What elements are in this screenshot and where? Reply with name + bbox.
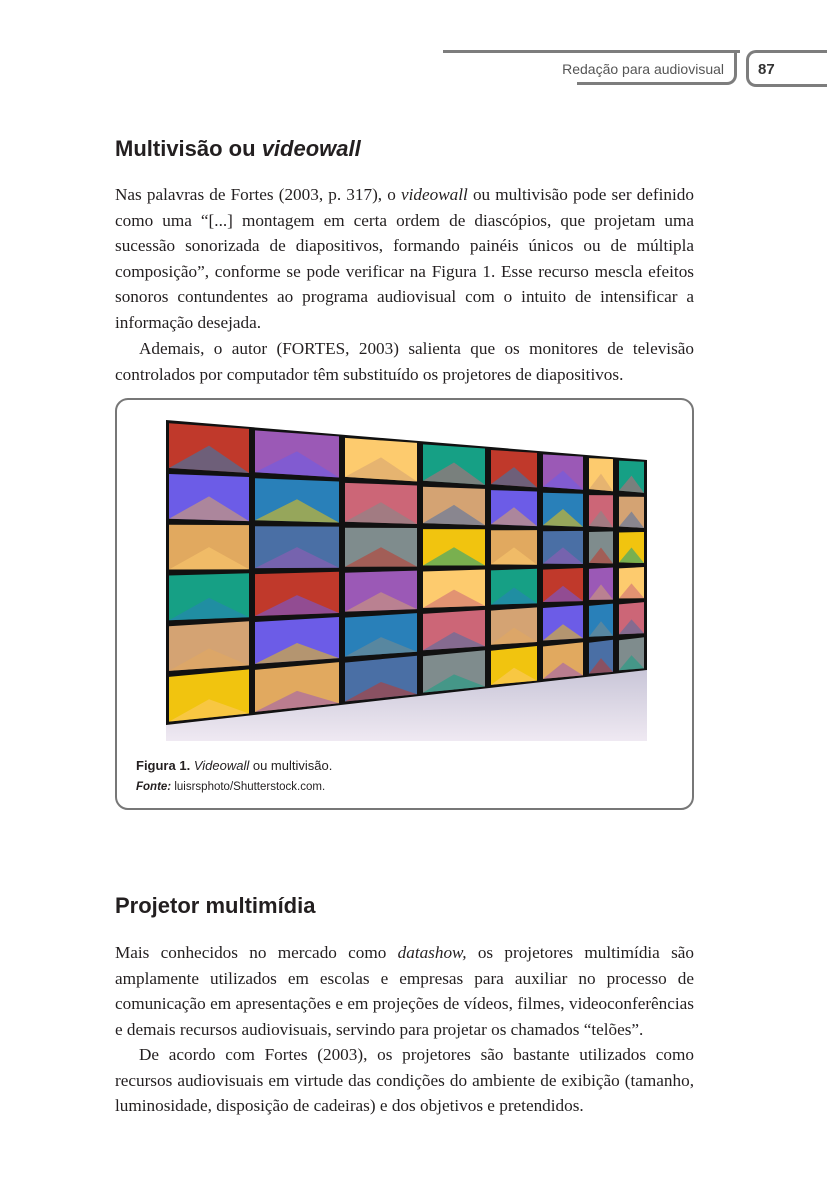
paragraph-text: Nas palavras de Fortes (2003, p. 317), o	[115, 185, 401, 204]
heading-text: Multivisão ou	[115, 136, 262, 161]
caption-italic: Videowall	[193, 758, 250, 773]
running-title-frame	[562, 53, 737, 85]
italic-term: datashow,	[397, 943, 467, 962]
paragraph-text: Mais conhecidos no mercado como	[115, 943, 398, 962]
paragraph-text: os projetores multimídia são amplamente utilizados em escolas e empresas para auxiliar no processo de comunicação em apresentações e em projeções de vídeos, filmes, videoconferências e demais recursos audiovisuais, servindo para projetar os chamados “telões”.	[115, 943, 694, 1039]
section-heading-projector: Projetor multimídia	[115, 893, 316, 918]
italic-term: videowall	[400, 185, 468, 204]
figure-caption	[136, 758, 332, 773]
videowall-illustration	[166, 420, 647, 741]
figure-box	[115, 398, 694, 810]
source-text: luisrsphoto/Shutterstock.com.	[171, 781, 326, 793]
paragraph-text: ou multivisão pode ser definido como uma “[...] montagem em certa ordem de diascópios, que projetam uma sucessão sonorizada de diapositivos, formando painéis únicos ou de múltipla composição”, conforme se pode verificar na Figura 1. Esse recurso mescla efeitos sonoros contundentes ao programa audiovisual com o intuito de intensificar a informação desejada.	[115, 185, 694, 332]
paragraph	[115, 940, 694, 1042]
heading-italic-text: videowall	[261, 136, 361, 161]
running-title: Redação para audiovisual	[562, 61, 724, 77]
page-number: 87	[758, 61, 775, 78]
paragraph	[115, 182, 694, 336]
paragraph: Ademais, o autor (FORTES, 2003) salienta que os monitores de televisão controlados por computador têm substituído os projetores de diapositivos.	[115, 339, 694, 384]
caption-text: ou multivisão.	[249, 758, 333, 773]
figure-source	[136, 781, 325, 793]
source-label: Fonte:	[136, 781, 172, 793]
paragraph: De acordo com Fortes (2003), os projetores são bastante utilizados como recursos audiovisuais em virtude das condições do ambiente de exibição (tamanho, luminosidade, disposição de cadeiras) e dos objetivos e pretendidos.	[115, 1045, 694, 1116]
section-heading-videowall	[115, 136, 361, 162]
videowall-photo	[166, 420, 647, 741]
caption-label: Figura 1.	[136, 758, 191, 773]
page-number-frame	[746, 50, 827, 87]
